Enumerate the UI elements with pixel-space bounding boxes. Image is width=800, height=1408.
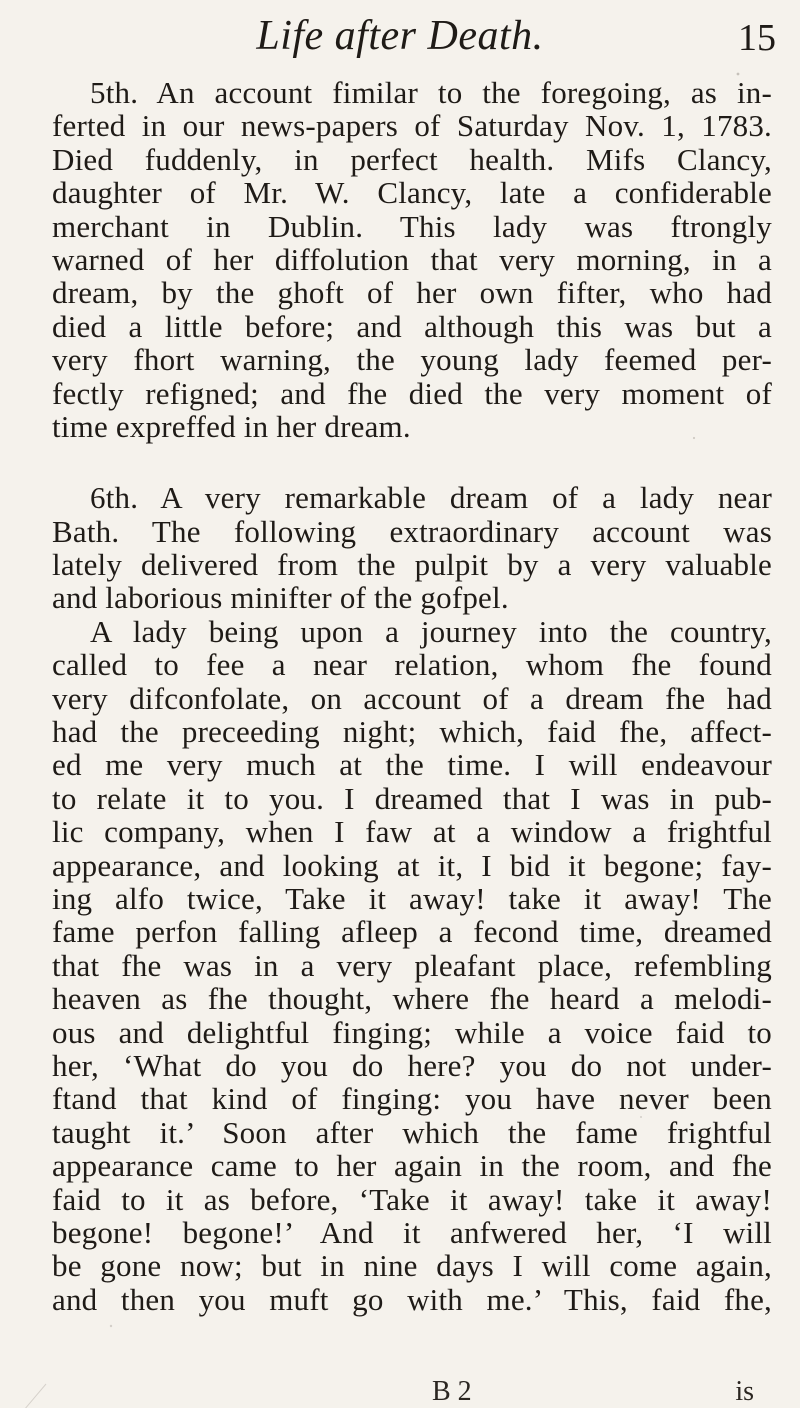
text-line: died a little before; and although this was but a [52, 308, 772, 344]
paragraph-gap [52, 443, 772, 481]
text-line: 6th. A very remarkable dream of a lady near [90, 480, 772, 516]
text-line: very fhort warning, the young lady feemed per- [52, 342, 772, 378]
text-line: be gone now; but in nine days I will come again, [52, 1248, 772, 1284]
page-header [0, 6, 800, 64]
page-number: 15 [738, 17, 776, 59]
signature-mark: B 2 [432, 1376, 472, 1407]
text-line: had the preceeding night; which, faid fhe, affect- [52, 714, 772, 750]
text-line: taught it.’ Soon after which the fame frightful [52, 1114, 772, 1150]
running-title: Life after Death. [256, 13, 544, 59]
text-line: faid to it as before, ‘Take it away! take it away! [52, 1181, 772, 1217]
text-line: warned of her diffolution that very morning, in a [52, 241, 772, 277]
text-line: 5th. An account fimilar to the foregoing, as in- [90, 75, 772, 110]
text-line: very difconfolate, on account of a dream fhe had [52, 680, 772, 716]
text-line: and laborious minifter of the gofpel. [52, 580, 509, 616]
text-line: A lady being upon a journey into the country, [90, 613, 772, 649]
body-text [52, 76, 772, 1316]
text-line: heaven as fhe thought, where fhe heard a melodi- [52, 981, 772, 1017]
text-line: Died fuddenly, in perfect health. Mifs Clancy, [52, 141, 772, 177]
text-line: lic company, when I faw at a window a frightful [52, 814, 772, 850]
text-line: begone! begone!’ And it anfwered her, ‘I will [52, 1214, 772, 1250]
text-line: and then you muft go with me.’ This, faid fhe, [52, 1281, 772, 1317]
text-line: her, ‘What do you do here? you do not under- [52, 1047, 772, 1083]
text-line: ing alfo twice, Take it away! take it away! The [52, 880, 772, 916]
text-line: that fhe was in a very pleafant place, refembling [52, 947, 772, 983]
text-line: Bath. The following extraordinary account was [52, 513, 772, 549]
text-line: fectly refigned; and fhe died the very moment of [52, 375, 772, 411]
text-line: time expreffed in her dream. [52, 408, 411, 444]
text-line: dream, by the ghoft of her own fifter, who had [52, 275, 772, 311]
text-line: daughter of Mr. W. Clancy, late a confiderable [52, 175, 772, 211]
text-line: appearance, and looking at it, I bid it begone; fay- [52, 847, 772, 883]
page-footer [52, 1376, 772, 1406]
text-line: called to fee a near relation, whom fhe found [52, 647, 772, 683]
text-line: ed me very much at the time. I will endeavour [52, 747, 772, 783]
text-line: lately delivered from the pulpit by a very valuable [52, 547, 772, 583]
text-line: appearance came to her again in the room, and fhe [52, 1148, 772, 1184]
text-line: merchant in Dublin. This lady was ftrongly [52, 208, 772, 244]
text-line: fame perfon falling afleep a fecond time, dreamed [52, 914, 772, 950]
text-line: ftand that kind of finging: you have never been [52, 1081, 772, 1117]
text-line: to relate it to you. I dreamed that I was in pub- [52, 780, 772, 816]
text-line: ous and delightful finging; while a voice faid to [52, 1014, 772, 1050]
catchword: is [735, 1376, 754, 1407]
text-line: ferted in our news-papers of Saturday Nov. 1, 1783. [52, 108, 772, 144]
